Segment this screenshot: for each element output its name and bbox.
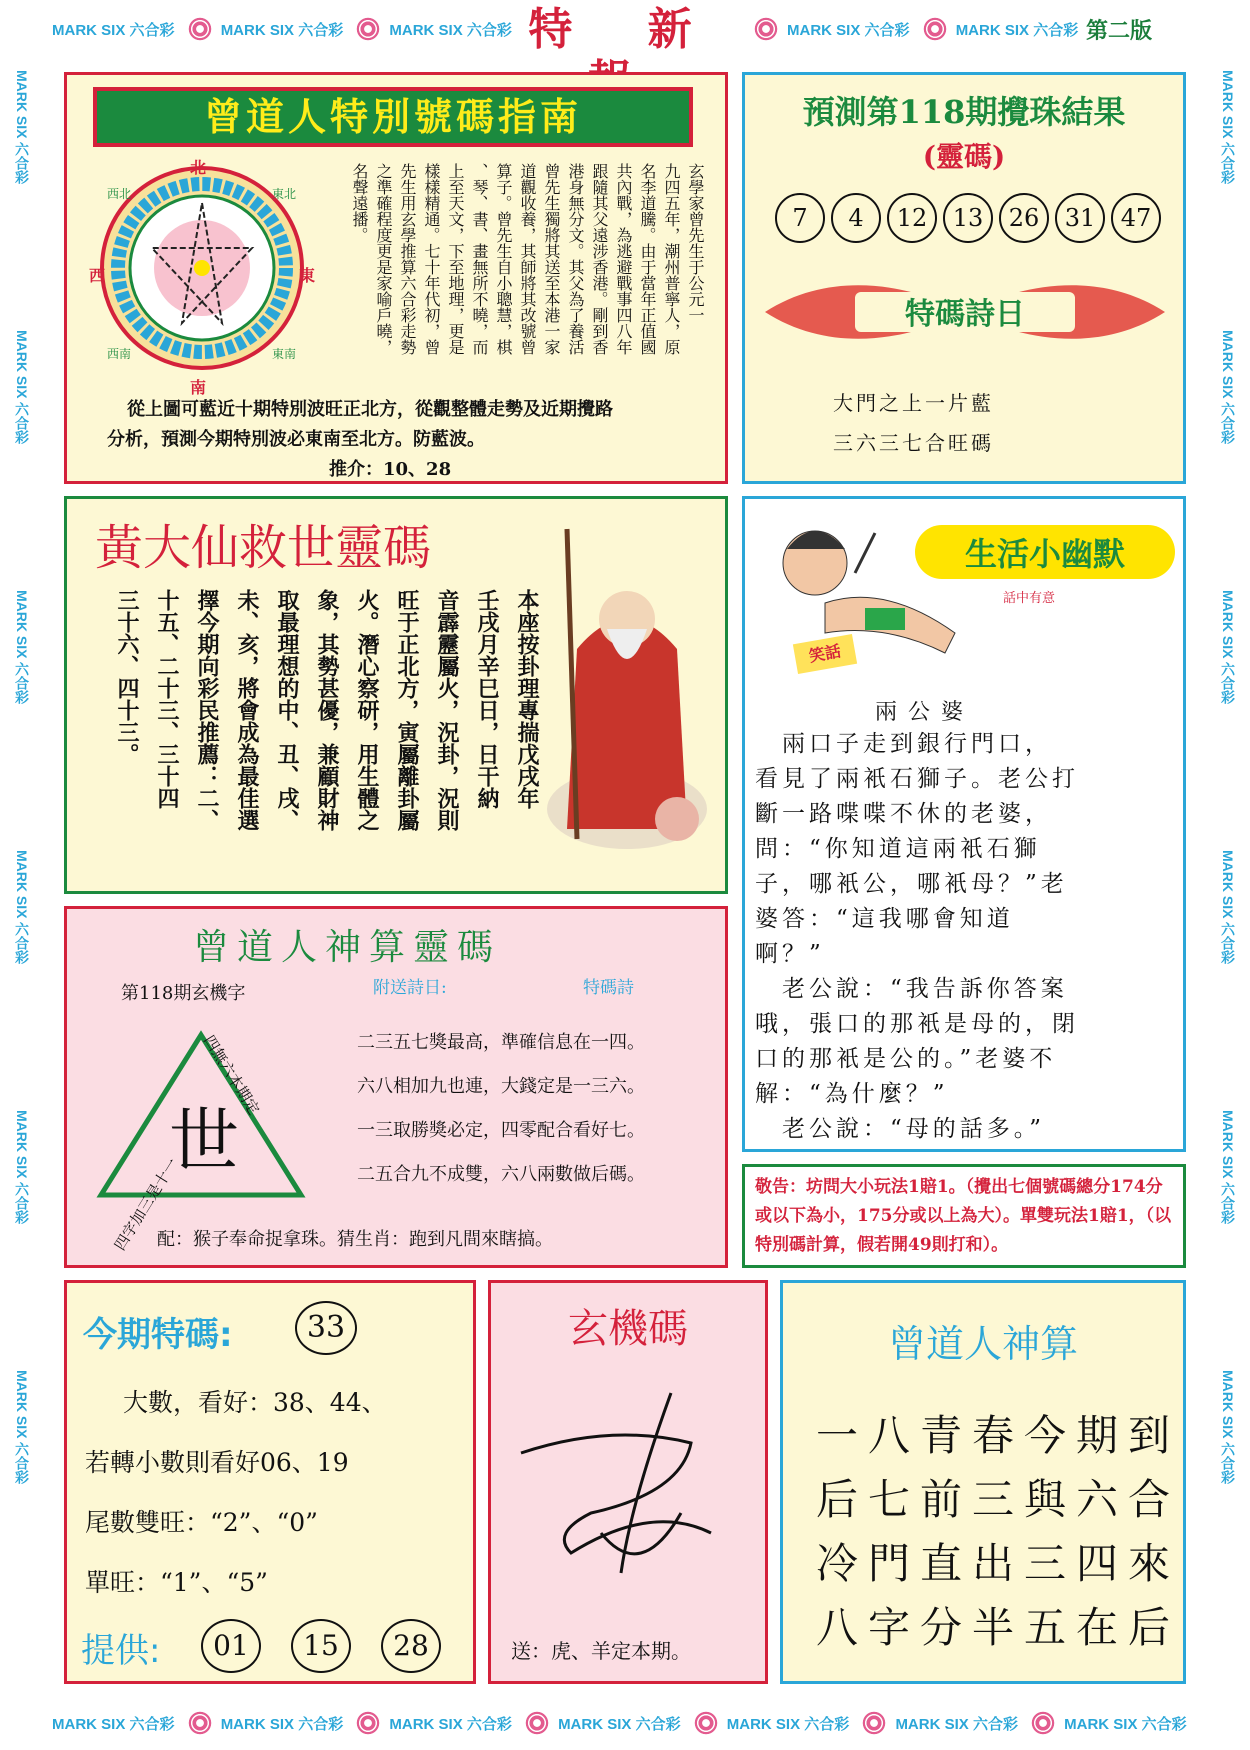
- guide-text: [347, 163, 707, 383]
- calligraphy-char: 五: [1023, 1603, 1066, 1652]
- border-label: MARK SIX 六合彩: [1064, 1715, 1187, 1733]
- border-label: MARK SIX 六合彩: [14, 850, 30, 965]
- compass-north: 北: [190, 158, 207, 177]
- border-label: MARK SIX 六合彩: [220, 21, 344, 39]
- tema-label: 今期特碼:: [83, 1315, 233, 1355]
- calligraphy-char: 期: [1075, 1411, 1118, 1460]
- poem-line: 二三五七獎最高，準確信息在一四。: [357, 1032, 645, 1053]
- wong-column: 火。潛心察研，用生體之: [354, 589, 380, 831]
- calligraphy-char: 出: [971, 1539, 1014, 1588]
- border-label: MARK SIX 六合彩: [389, 21, 512, 39]
- right-border: [1206, 0, 1250, 1750]
- calligraphy-char: 前: [919, 1475, 962, 1524]
- poem-banner: 特碼詩日: [905, 297, 1025, 332]
- tema-number: 33: [295, 1301, 357, 1355]
- calligraphy-char: 三: [971, 1475, 1014, 1524]
- border-label: MARK SIX 六合彩: [14, 70, 30, 185]
- poem-line: 二五合九不成雙，六八兩數做后碼。: [357, 1164, 645, 1185]
- border-label: MARK SIX 六合彩: [1220, 70, 1236, 185]
- story-line: 啊？”: [755, 941, 825, 967]
- calligraphy-panel: [780, 1280, 1186, 1684]
- calligraphy-char: 一: [815, 1411, 858, 1460]
- joke-sign: 笑話: [793, 634, 857, 674]
- calligraphy-char: 四: [1075, 1539, 1118, 1588]
- number-ball: 4: [831, 193, 881, 243]
- guide-analysis-1: 從上圖可藍近十期特別波旺正北方，從觀整體走勢及近期攪路: [127, 399, 613, 420]
- flower-icon: [753, 16, 779, 42]
- calligraphy-row: [813, 1403, 1173, 1467]
- wong-panel: [64, 496, 728, 894]
- tema-line-2: 若轉小數則看好06、19: [85, 1448, 349, 1477]
- guide-column: 樣樣精通。七十年代初，曾: [422, 163, 441, 355]
- guide-recommend: 推介：10、28: [329, 459, 452, 480]
- compass-nw: 西北: [107, 187, 132, 201]
- top-border-left: [10, 16, 512, 42]
- border-label: MARK SIX 六合彩: [726, 1715, 850, 1733]
- shensuan-issue: 第118期玄機字: [121, 983, 246, 1004]
- poem-line: 六八相加九也連，大錢定是一三六。: [357, 1076, 645, 1097]
- wong-text: [107, 589, 547, 889]
- border-label: MARK SIX 六合彩: [1220, 1110, 1236, 1225]
- prediction-numbers: [775, 193, 1165, 243]
- number-ball: 47: [1111, 193, 1161, 243]
- humor-subtitle: 話中有意: [1003, 591, 1056, 606]
- number-ball: 26: [999, 193, 1049, 243]
- calligraphy-char: 到: [1127, 1411, 1170, 1460]
- guide-column: 、琴、書、畫無所不曉，而: [470, 163, 489, 355]
- masthead-title: 特 新: [528, 4, 722, 55]
- guide-panel: [64, 72, 728, 484]
- calligraphy-title: 曾道人神算: [887, 1322, 1078, 1366]
- calligraphy-char: 門: [867, 1539, 910, 1588]
- wong-column: 十五、二十三、三十四: [154, 589, 180, 809]
- shensuan-panel: [64, 906, 728, 1268]
- calligraphy-char: 八: [815, 1603, 858, 1652]
- shensuan-poem-label: 附送詩日:: [373, 978, 447, 998]
- guide-column: 名聲遠播。: [350, 163, 369, 243]
- guide-column: 港身無分文。其父為了養活: [566, 163, 585, 355]
- story-title: 兩 公 婆: [875, 700, 965, 725]
- calligraphy-row: [813, 1531, 1173, 1595]
- border-label: MARK SIX 六合彩: [1220, 590, 1236, 705]
- poem-line-1: 大門之上一片藍: [833, 391, 994, 415]
- border-label: MARK SIX 六合彩: [955, 21, 1079, 39]
- calligraphy-char: 春: [971, 1411, 1014, 1460]
- shensuan-poem: [357, 1021, 727, 1197]
- border-label: MARK SIX 六合彩: [14, 1110, 30, 1225]
- calligraphy-char: 直: [919, 1539, 962, 1588]
- flower-icon: [187, 1710, 213, 1736]
- guide-column: 名李道騰。由于當年正值國: [638, 163, 657, 355]
- guide-banner: [93, 87, 693, 147]
- calligraphy-char: 冷: [815, 1539, 858, 1588]
- wong-column: 取最理想的中、丑、戌、: [274, 589, 300, 831]
- number-ball: 7: [775, 193, 825, 243]
- provide-label: 提供:: [81, 1631, 161, 1671]
- guide-column: 上至天文，下至地理，更是: [446, 163, 465, 355]
- bottom-border-row: [10, 1710, 1187, 1736]
- compass-se: 東南: [272, 347, 297, 361]
- calligraphy-char: 分: [919, 1603, 962, 1652]
- triangle-center-char: 世: [169, 1100, 239, 1182]
- story-line: 看見了兩衹石獅子。老公打: [755, 766, 1079, 792]
- border-label: MARK SIX 六合彩: [1220, 1370, 1236, 1485]
- border-label: MARK SIX 六合彩: [220, 1715, 344, 1733]
- compass-south: 南: [190, 378, 207, 397]
- prediction-panel: [742, 72, 1186, 484]
- tema-line-1: 大數，看好：38、44、: [123, 1388, 387, 1417]
- wong-column: 三十六、四十三。: [114, 589, 140, 765]
- flower-icon: [187, 16, 213, 42]
- flower-icon: [355, 16, 381, 42]
- story-line: 子，哪衹公，哪衹母？”老: [755, 871, 1068, 897]
- compass-west: 西: [89, 266, 106, 285]
- calligraphy-char: 今: [1023, 1411, 1066, 1460]
- story-line: 婆答：“這我哪會知道: [755, 906, 1014, 932]
- calligraphy-char: 六: [1075, 1475, 1118, 1524]
- calligraphy-row: [813, 1467, 1173, 1531]
- xuanji-scribble-icon: [511, 1383, 741, 1593]
- calligraphy-char: 八: [867, 1411, 910, 1460]
- calligraphy-char: 合: [1127, 1475, 1170, 1524]
- compass-east: 東: [299, 266, 316, 285]
- guide-analysis-2: 分析，預測今期特別波必東南至北方。防藍波。: [107, 429, 485, 450]
- left-border: [0, 0, 44, 1750]
- xuanji-panel: [488, 1280, 768, 1684]
- border-label: MARK SIX 六合彩: [558, 1715, 681, 1733]
- guide-column: 道觀收養，其師將其改號曾: [518, 163, 537, 355]
- border-label: MARK SIX 六合彩: [14, 1370, 30, 1485]
- story-line: 解：“為什麼？”: [755, 1081, 949, 1107]
- calligraphy-grid: [813, 1403, 1173, 1659]
- compass-ne: 東北: [272, 187, 297, 201]
- wong-column: 象，其勢甚優，兼顧財神: [314, 589, 340, 831]
- calligraphy-char: 半: [971, 1603, 1014, 1652]
- provide-ball: 15: [291, 1619, 351, 1673]
- compass-sw: 西南: [107, 347, 132, 361]
- wong-column: 壬戌月辛巳日，日干納: [474, 589, 500, 809]
- story-line: 斷一路喋喋不休的老婆，: [755, 801, 1052, 827]
- triangle-left-text: 四字加三是十一: [110, 1155, 182, 1254]
- calligraphy-char: 在: [1075, 1603, 1118, 1652]
- calligraphy-char: 七: [867, 1475, 910, 1524]
- flower-icon: [1030, 1710, 1056, 1736]
- border-label: MARK SIX 六合彩: [14, 330, 30, 445]
- wong-title: 黃大仙救世靈碼: [95, 520, 432, 576]
- wong-column: 未、亥，將會成為最佳選: [234, 589, 260, 831]
- story-line: 老公說：“我告訴你答案: [755, 976, 1068, 1002]
- calligraphy-char: 字: [867, 1603, 910, 1652]
- provide-ball: 28: [381, 1619, 441, 1673]
- guide-column: 玄學家曾先生于公元一: [686, 163, 705, 323]
- guide-column: 九四五年，潮州普寧人，原: [662, 163, 681, 355]
- number-ball: 12: [887, 193, 937, 243]
- calligraphy-char: 與: [1023, 1475, 1066, 1524]
- story-line: 哦，張口的那衹是母的，閉: [755, 1011, 1079, 1037]
- border-label: MARK SIX 六合彩: [787, 21, 910, 39]
- flower-icon: [922, 16, 948, 42]
- flower-icon: [355, 1710, 381, 1736]
- guide-column: 跟隨其父遠涉香港。剛到香: [590, 163, 609, 355]
- triangle-right-text: 四無六本期定: [200, 1032, 264, 1118]
- provide-numbers: [201, 1619, 471, 1673]
- flower-icon: [861, 1710, 887, 1736]
- border-label: MARK SIX 六合彩: [389, 1715, 512, 1733]
- shensuan-tema-label: 特碼詩: [583, 978, 634, 998]
- border-label: MARK SIX 六合彩: [52, 1715, 175, 1733]
- wong-column: 音霹靂屬火，況卦，況則: [434, 589, 460, 831]
- border-label: MARK SIX 六合彩: [1220, 330, 1236, 445]
- story-line: 問：“你知道這兩衹石獅: [755, 836, 1041, 862]
- poem-line-2: 三六三七合旺碼: [833, 431, 994, 455]
- calligraphy-char: 后: [815, 1475, 858, 1524]
- story-line: 口的那衹是公的。”老婆不: [755, 1046, 1057, 1072]
- shensuan-footer: 配：猴子奉命捉拿珠。猜生肖：跑到凡間來瞎搞。: [157, 1229, 553, 1250]
- guide-column: 之準確程度更是家喻戶曉，: [374, 163, 393, 355]
- top-border-right: [745, 16, 1078, 42]
- prediction-subtitle: (靈碼): [922, 140, 1006, 173]
- number-ball: 31: [1055, 193, 1105, 243]
- flower-icon: [693, 1710, 719, 1736]
- calligraphy-char: 來: [1127, 1539, 1170, 1588]
- tema-line-4: 單旺：“1”、“5”: [85, 1568, 268, 1597]
- tema-panel: [64, 1280, 476, 1684]
- shensuan-title: 曾道人神算靈碼: [192, 927, 501, 968]
- humor-title: 生活小幽默: [964, 535, 1125, 573]
- wong-tai-sin-figure: [537, 509, 717, 889]
- xuanji-title: 玄機碼: [568, 1306, 688, 1352]
- story-line: 兩口子走到銀行門口，: [755, 731, 1052, 757]
- border-label: MARK SIX 六合彩: [1220, 850, 1236, 965]
- wong-column: 旺于正北方，寅屬離卦屬: [394, 589, 420, 831]
- calligraphy-char: 后: [1127, 1603, 1170, 1652]
- poem-line: 一三取勝獎必定，四零配合看好七。: [357, 1120, 645, 1141]
- provide-ball: 01: [201, 1619, 261, 1673]
- story-body: [755, 727, 1179, 1147]
- calligraphy-row: [813, 1595, 1173, 1659]
- notice-panel: [742, 1164, 1186, 1268]
- guide-column: 先生用玄學推算六合彩走勢: [398, 163, 417, 355]
- guide-column: 算子。曾先生自小聰慧，棋: [494, 163, 513, 355]
- border-label: MARK SIX 六合彩: [895, 1715, 1018, 1733]
- border-label: MARK SIX 六合彩: [52, 21, 175, 39]
- calligraphy-char: 三: [1023, 1539, 1066, 1588]
- story-line: 老公說：“母的話多。”: [755, 1116, 1046, 1142]
- prediction-title: 預測第118期攪珠結果: [802, 93, 1126, 131]
- humor-panel: [742, 496, 1186, 1152]
- calligraphy-char: 青: [919, 1411, 962, 1460]
- guide-column: 曾先生獨將其送至本港一家: [542, 163, 561, 355]
- guide-banner-text: 曾道人特別號碼指南: [203, 95, 582, 139]
- wong-column: 本座按卦理專揣戊戌年: [514, 589, 540, 809]
- border-label: MARK SIX 六合彩: [14, 590, 30, 705]
- tema-line-3: 尾數雙旺：“2”、“0”: [85, 1508, 318, 1537]
- notice-text: 敬告：坊問大小玩法1賠1。（攪出七個號碼總分174分或以下為小，175分或以上為大）。單雙玩法1賠1，（以特別碼計算，假若開49則打和）。: [755, 1177, 1172, 1255]
- wong-column: 擇今期向彩民推薦：二、: [194, 589, 220, 831]
- edition-label: 第二版: [1086, 18, 1153, 44]
- number-ball: 13: [943, 193, 993, 243]
- guide-column: 共內戰，為逃避戰事四八年: [614, 163, 633, 355]
- bottom-border: [0, 1698, 1250, 1750]
- flower-icon: [524, 1710, 550, 1736]
- xuanji-footer: 送：虎、羊定本期。: [511, 1639, 691, 1663]
